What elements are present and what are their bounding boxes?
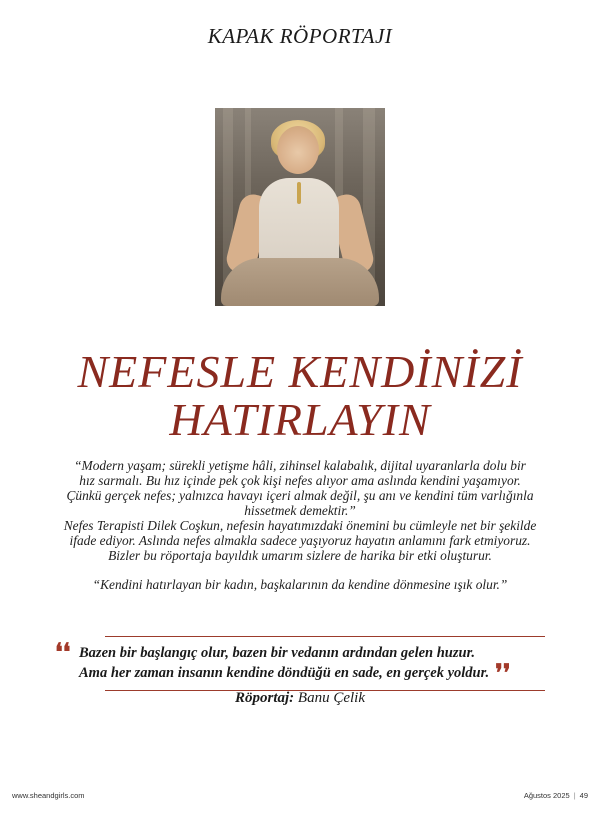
pull-quote-line-1: Bazen bir başlangıç olur, bazen bir vedanın ardından gelen huzur. <box>79 645 476 661</box>
page-number: 49 <box>579 791 588 800</box>
footer-issue <box>524 791 588 800</box>
headline-line-1: NEFESLE KENDİNİZİ <box>77 346 523 397</box>
open-quote-icon: ❛❛ <box>55 640 71 666</box>
intro-text <box>40 458 560 592</box>
intro-line: hissetmek demektir.” <box>244 503 356 518</box>
portrait-photo <box>215 108 385 306</box>
intro-line: “Modern yaşam; sürekli yetişme hâli, zihinsel kalabalık, dijital uyaranlarla dolu bir <box>74 458 526 473</box>
close-quote-icon: ❜❜ <box>495 661 511 687</box>
pull-quote-line-2: Ama her zaman insanın kendine döndüğü en sade, en gerçek yoldur. <box>79 665 490 681</box>
interview-credit <box>0 690 600 707</box>
pull-quote-top-rule <box>105 636 545 637</box>
credit-name: Banu Çelik <box>297 690 365 706</box>
footer-separator: | <box>573 791 576 800</box>
intro-quote: “Kendini hatırlayan bir kadın, başkalarının da kendine dönmesine ışık olur.” <box>92 577 508 592</box>
intro-line: Nefes Terapisti Dilek Coşkun, nefesin hayatımızdaki önemini bu cümleyle net bir şekilde <box>63 518 537 533</box>
footer-website: www.sheandgirls.com <box>12 791 85 800</box>
pull-quote <box>55 636 545 691</box>
intro-line: Çünkü gerçek nefes; yalnızca havayı içeri almak değil, şu anı ve kendini tüm varlığınla <box>66 488 534 503</box>
footer-issue-date: Ağustos 2025 <box>523 791 570 800</box>
intro-line: Bizler bu röportaja bayıldık umarım sizlere de harika bir etki oluşturur. <box>108 548 492 563</box>
intro-line: ifade ediyor. Aslında nefes almakla sadece yaşıyoruz hayatın anlamını fark etmiyoruz. <box>69 533 531 548</box>
section-title: KAPAK RÖPORTAJI <box>207 24 393 48</box>
pull-quote-text <box>55 640 545 687</box>
intro-line: hız sarmalı. Bu hız içinde pek çok kişi nefes alıyor ama aslında kendini yaşamıyor. <box>79 473 521 488</box>
headline-line-2: HATIRLAYIN <box>169 394 431 445</box>
credit-label: Röportaj: <box>234 690 295 706</box>
